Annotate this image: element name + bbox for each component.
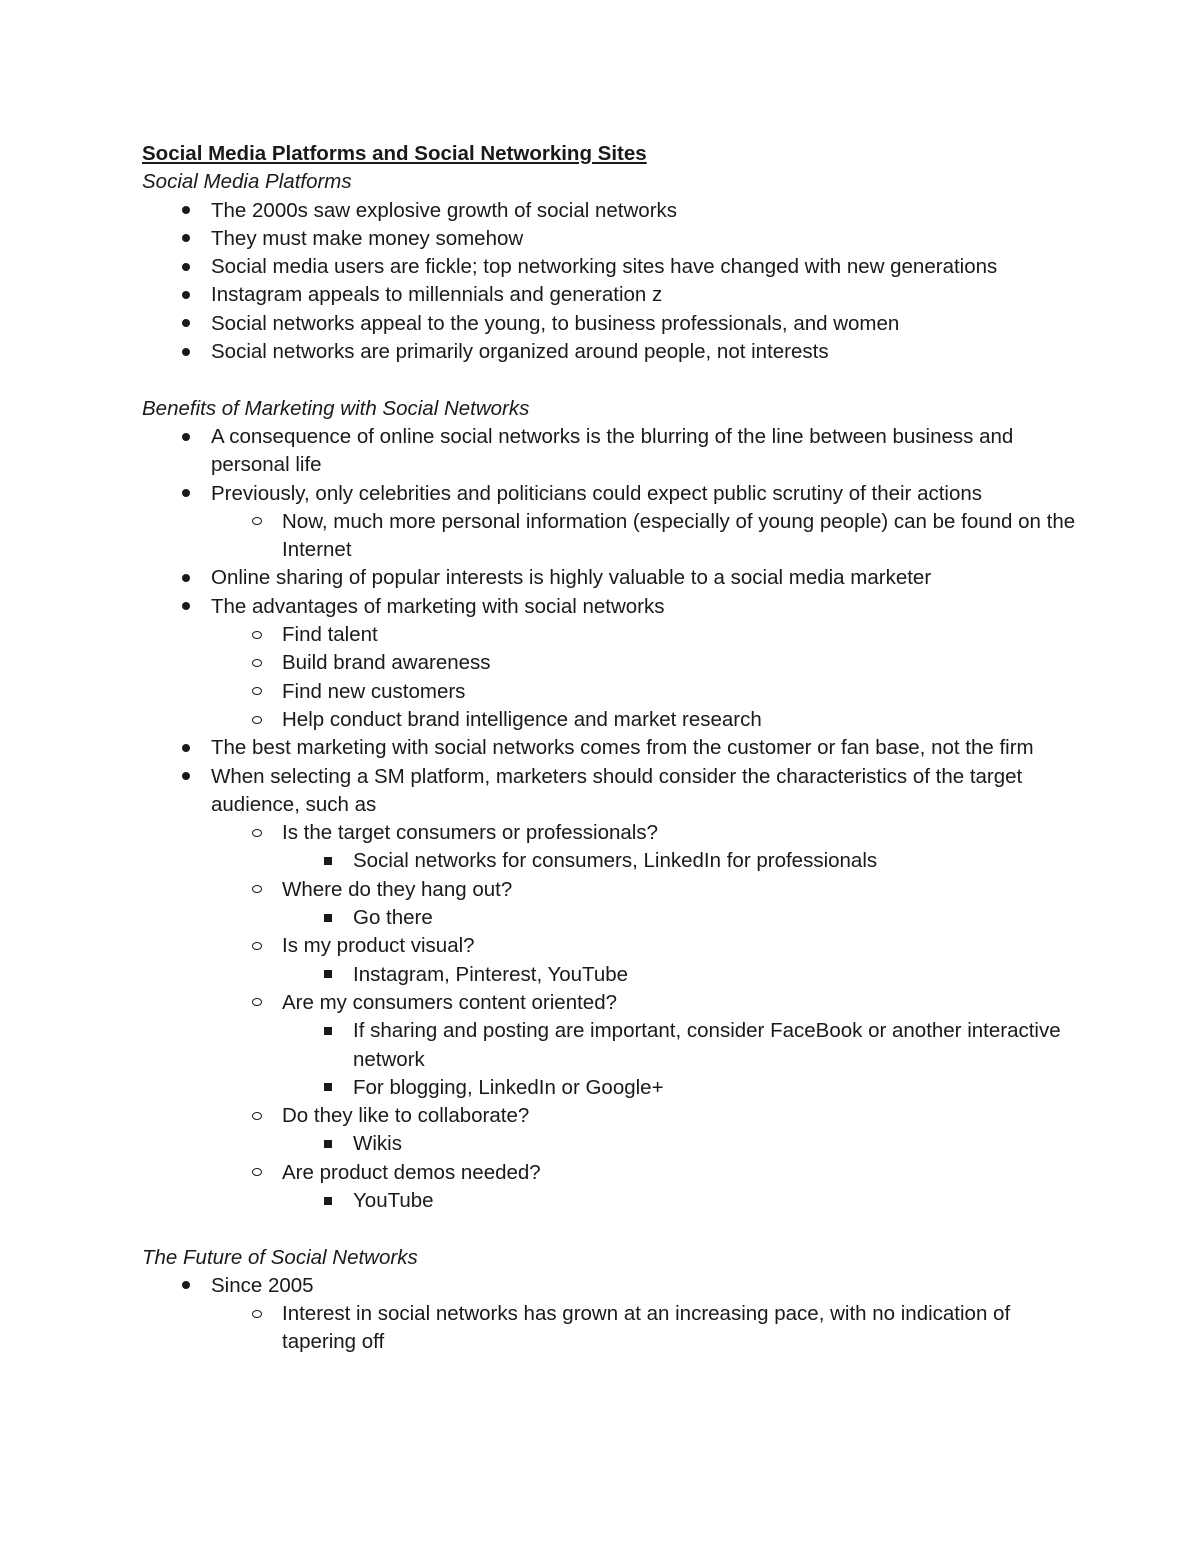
- list-item-text: Are my consumers content oriented?: [282, 990, 617, 1014]
- filled-bullet-icon: [179, 1272, 193, 1300]
- list-item: [142, 961, 1082, 989]
- hollow-bullet-icon: [250, 649, 264, 677]
- list-item: [142, 847, 1082, 875]
- list-item-text: Wikis: [353, 1132, 402, 1156]
- square-bullet-icon: [321, 961, 335, 989]
- filled-bullet-icon: [179, 253, 193, 281]
- list-item: [142, 564, 1082, 592]
- list-item: [142, 197, 1082, 225]
- hollow-bullet-icon: [250, 508, 264, 536]
- section-spacer: [142, 366, 1082, 394]
- hollow-bullet-icon: [250, 876, 264, 904]
- list-item-text: When selecting a SM platform, marketers should consider the characteristics of the target audience, such as: [211, 764, 1023, 816]
- square-bullet-icon: [321, 1187, 335, 1215]
- square-bullet-icon: [321, 1074, 335, 1102]
- list-item: [142, 225, 1082, 253]
- filled-bullet-icon: [179, 480, 193, 508]
- list-item: [142, 904, 1082, 932]
- list-item-text: YouTube: [353, 1188, 434, 1212]
- filled-bullet-icon: [179, 197, 193, 225]
- filled-bullet-icon: [179, 564, 193, 592]
- hollow-bullet-icon: [250, 819, 264, 847]
- hollow-bullet-icon: [250, 1102, 264, 1130]
- list-item: [142, 1074, 1082, 1102]
- list-item-text: Social networks appeal to the young, to business professionals, and women: [211, 311, 900, 335]
- hollow-bullet-icon: [250, 1300, 264, 1328]
- filled-bullet-icon: [179, 338, 193, 366]
- list-item-text: Social networks for consumers, LinkedIn for professionals: [353, 849, 878, 873]
- list-item-text: Since 2005: [211, 1273, 314, 1297]
- list-item-text: Now, much more personal information (especially of young people) can be found on the Internet: [282, 509, 1076, 562]
- section-heading: Social Media Platforms: [142, 170, 352, 194]
- list-item-text: Instagram, Pinterest, YouTube: [353, 962, 629, 986]
- section-heading: The Future of Social Networks: [142, 1245, 418, 1269]
- list-item: [142, 1300, 1082, 1357]
- hollow-bullet-icon: [250, 621, 264, 649]
- section-spacer: [142, 1215, 1082, 1243]
- filled-bullet-icon: [179, 593, 193, 621]
- hollow-bullet-icon: [250, 706, 264, 734]
- list-item-text: Online sharing of popular interests is highly valuable to a social media marketer: [211, 566, 932, 590]
- hollow-bullet-icon: [250, 989, 264, 1017]
- square-bullet-icon: [321, 904, 335, 932]
- list-item-text: Find talent: [282, 623, 378, 647]
- list-item: [142, 734, 1082, 762]
- list-item: [142, 706, 1082, 734]
- list-item: [142, 338, 1082, 366]
- hollow-bullet-icon: [250, 678, 264, 706]
- list-item-text: If sharing and posting are important, consider FaceBook or another interactive network: [353, 1019, 1061, 1071]
- hollow-bullet-icon: [250, 1159, 264, 1187]
- hollow-bullet-icon: [250, 932, 264, 960]
- list-item: [142, 593, 1082, 621]
- list-item: [142, 763, 1082, 820]
- list-item: [142, 1187, 1082, 1215]
- list-item-text: Where do they hang out?: [282, 877, 513, 901]
- list-item-text: The advantages of marketing with social networks: [211, 594, 665, 618]
- filled-bullet-icon: [179, 734, 193, 762]
- list-item: [142, 621, 1082, 649]
- list-item-text: Is the target consumers or professionals?: [282, 821, 659, 845]
- filled-bullet-icon: [179, 763, 193, 791]
- list-item-text: Go there: [353, 906, 433, 930]
- document-title: Social Media Platforms and Social Networking Sites: [142, 142, 647, 165]
- list-item: [142, 932, 1082, 960]
- list-item-text: Build brand awareness: [282, 651, 491, 675]
- list-item-text: Instagram appeals to millennials and generation z: [211, 283, 663, 307]
- list-item: [142, 1272, 1082, 1300]
- list-item: [142, 819, 1082, 847]
- list-item-text: Do they like to collaborate?: [282, 1104, 530, 1128]
- filled-bullet-icon: [179, 310, 193, 338]
- document-body: [142, 168, 1082, 1356]
- list-item: [142, 423, 1082, 480]
- list-item-text: Social networks are primarily organized around people, not interests: [211, 340, 829, 364]
- list-item-text: Interest in social networks has grown at an increasing pace, with no indication of tapering off: [282, 1302, 1011, 1354]
- filled-bullet-icon: [179, 225, 193, 253]
- square-bullet-icon: [321, 1017, 335, 1045]
- list-item: [142, 876, 1082, 904]
- filled-bullet-icon: [179, 281, 193, 309]
- list-item-text: For blogging, LinkedIn or Google+: [353, 1075, 664, 1099]
- list-item: [142, 480, 1082, 508]
- list-item: [142, 281, 1082, 309]
- list-item: [142, 310, 1082, 338]
- section-heading: Benefits of Marketing with Social Networks: [142, 396, 530, 420]
- list-item-text: Are product demos needed?: [282, 1160, 541, 1184]
- list-item: [142, 649, 1082, 677]
- bullet-list: [142, 423, 1082, 1215]
- list-item-text: Find new customers: [282, 679, 466, 703]
- square-bullet-icon: [321, 1130, 335, 1158]
- list-item-text: The best marketing with social networks comes from the customer or fan base, not the firm: [211, 736, 1034, 760]
- list-item-text: A consequence of online social networks is the blurring of the line between business and personal life: [211, 424, 1014, 477]
- bullet-list: [142, 1272, 1082, 1357]
- filled-bullet-icon: [179, 423, 193, 451]
- list-item: [142, 1017, 1082, 1074]
- list-item: [142, 253, 1082, 281]
- list-item: [142, 1102, 1082, 1130]
- square-bullet-icon: [321, 847, 335, 875]
- list-item-text: Previously, only celebrities and politicians could expect public scrutiny of their actions: [211, 481, 983, 505]
- list-item-text: The 2000s saw explosive growth of social networks: [211, 198, 678, 222]
- document-page: [142, 140, 1082, 1357]
- list-item-text: Is my product visual?: [282, 934, 475, 958]
- list-item-text: Help conduct brand intelligence and market research: [282, 707, 762, 731]
- list-item-text: Social media users are fickle; top networking sites have changed with new generations: [211, 255, 998, 279]
- list-item: [142, 678, 1082, 706]
- list-item: [142, 989, 1082, 1017]
- list-item-text: They must make money somehow: [211, 226, 524, 250]
- list-item: [142, 1159, 1082, 1187]
- list-item: [142, 508, 1082, 565]
- bullet-list: [142, 197, 1082, 367]
- list-item: [142, 1130, 1082, 1158]
